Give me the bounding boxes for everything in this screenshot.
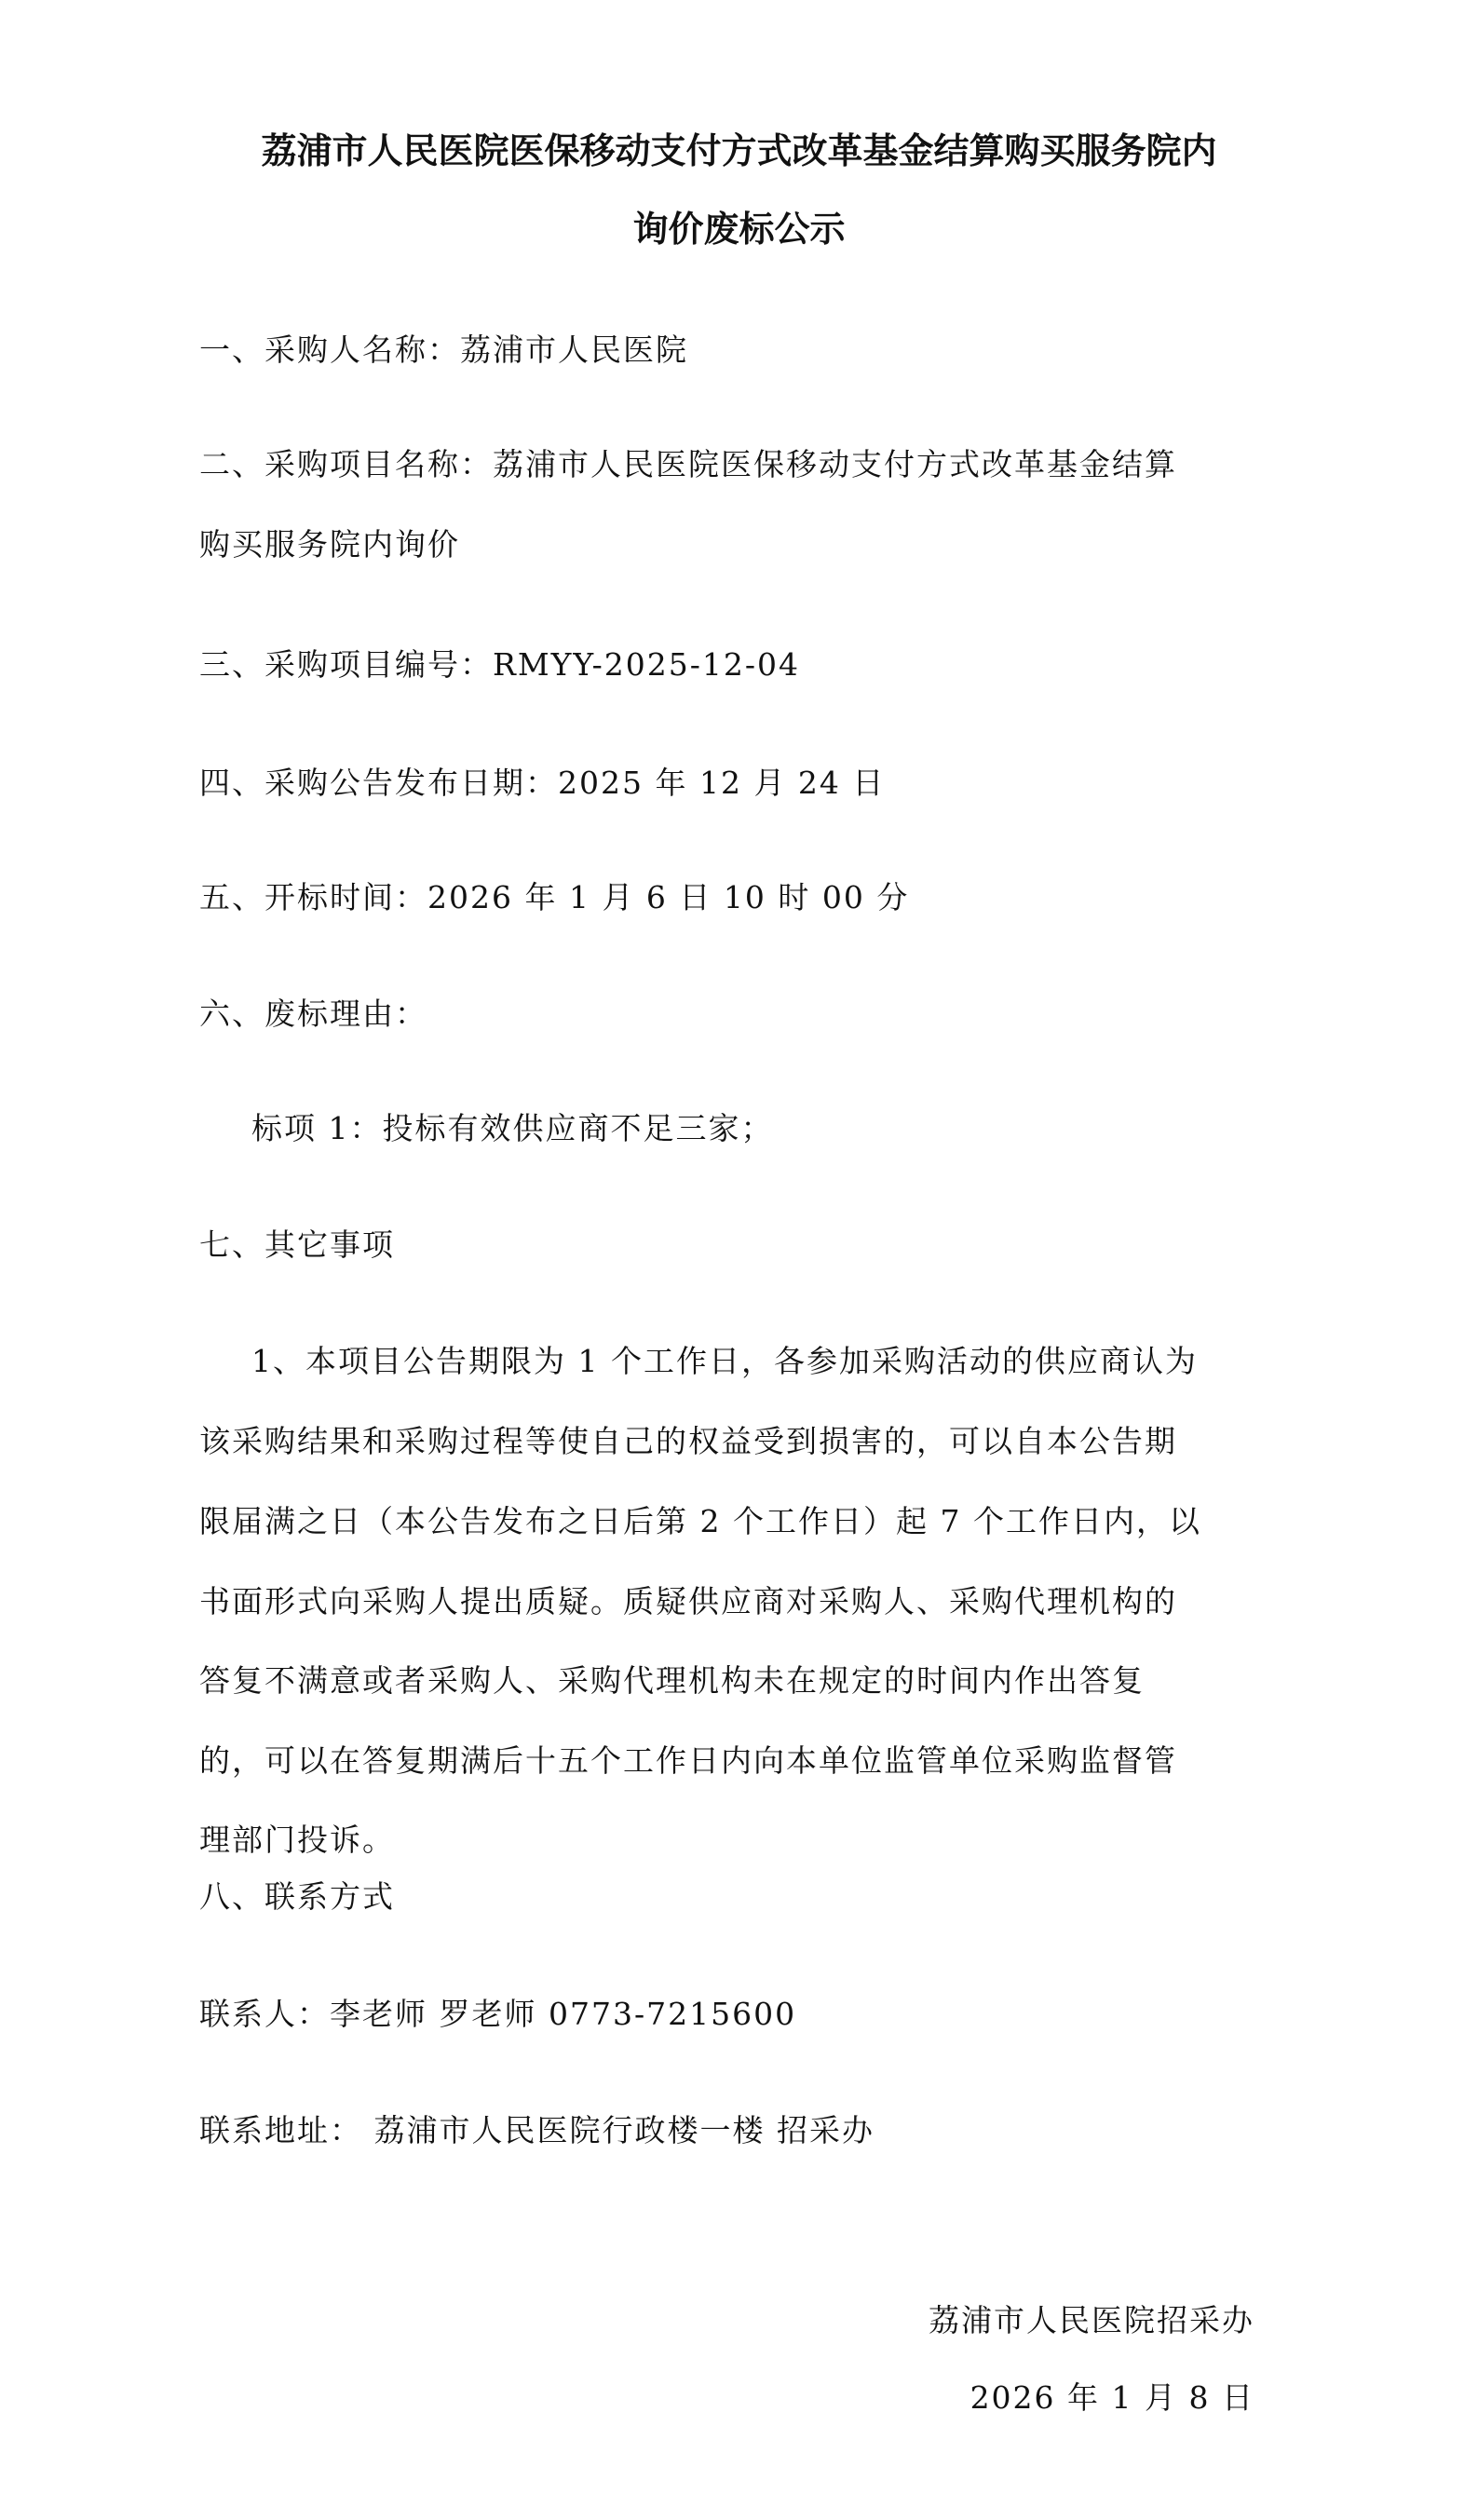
opening-time-line: 五、开标时间：2026 年 1 月 6 日 10 时 00 分 bbox=[199, 879, 910, 915]
title-line-1: 荔浦市人民医院医保移动支付方式改革基金结算购买服务院内 bbox=[261, 130, 1217, 171]
other-para-line-2: 该采购结果和采购过程等使自己的权益受到损害的，可以自本公告期 bbox=[199, 1423, 1177, 1459]
contact-address: 联系地址： 荔浦市人民医院行政楼一楼 招采办 bbox=[199, 2112, 875, 2148]
project-name-line-1: 二、采购项目名称：荔浦市人民医院医保移动支付方式改革基金结算 bbox=[199, 446, 1177, 482]
project-number-line: 三、采购项目编号：RMYY-2025-12-04 bbox=[199, 646, 800, 683]
contact-heading: 八、联系方式 bbox=[199, 1878, 395, 1915]
other-para-line-7: 理部门投诉。 bbox=[199, 1822, 395, 1858]
other-para-line-4: 书面形式向采购人提出质疑。质疑供应商对采购人、采购代理机构的 bbox=[199, 1583, 1177, 1619]
publish-date-line: 四、采购公告发布日期：2025 年 12 月 24 日 bbox=[199, 765, 886, 801]
project-name-line-2: 购买服务院内询价 bbox=[199, 526, 460, 562]
signature-org: 荔浦市人民医院招采办 bbox=[929, 2302, 1254, 2338]
contact-person: 联系人：李老师 罗老师 0773-7215600 bbox=[199, 1996, 797, 2032]
other-heading: 七、其它事项 bbox=[199, 1226, 395, 1263]
other-para-line-5: 答复不满意或者采购人、采购代理机构未在规定的时间内作出答复 bbox=[199, 1662, 1145, 1699]
title-line-2: 询价废标公示 bbox=[632, 209, 846, 250]
other-para-line-6: 的，可以在答复期满后十五个工作日内向本单位监管单位采购监督管 bbox=[199, 1742, 1177, 1779]
other-para-line-1: 1、本项目公告期限为 1 个工作日，各参加采购活动的供应商认为 bbox=[251, 1343, 1198, 1379]
signature-date: 2026 年 1 月 8 日 bbox=[970, 2379, 1254, 2416]
purchaser-line: 一、采购人名称：荔浦市人民医院 bbox=[199, 332, 688, 368]
other-para-line-3: 限届满之日（本公告发布之日后第 2 个工作日）起 7 个工作日内，以 bbox=[199, 1503, 1201, 1539]
reason-item: 标项 1：投标有效供应商不足三家； bbox=[251, 1110, 774, 1146]
reason-heading: 六、废标理由： bbox=[199, 996, 427, 1032]
